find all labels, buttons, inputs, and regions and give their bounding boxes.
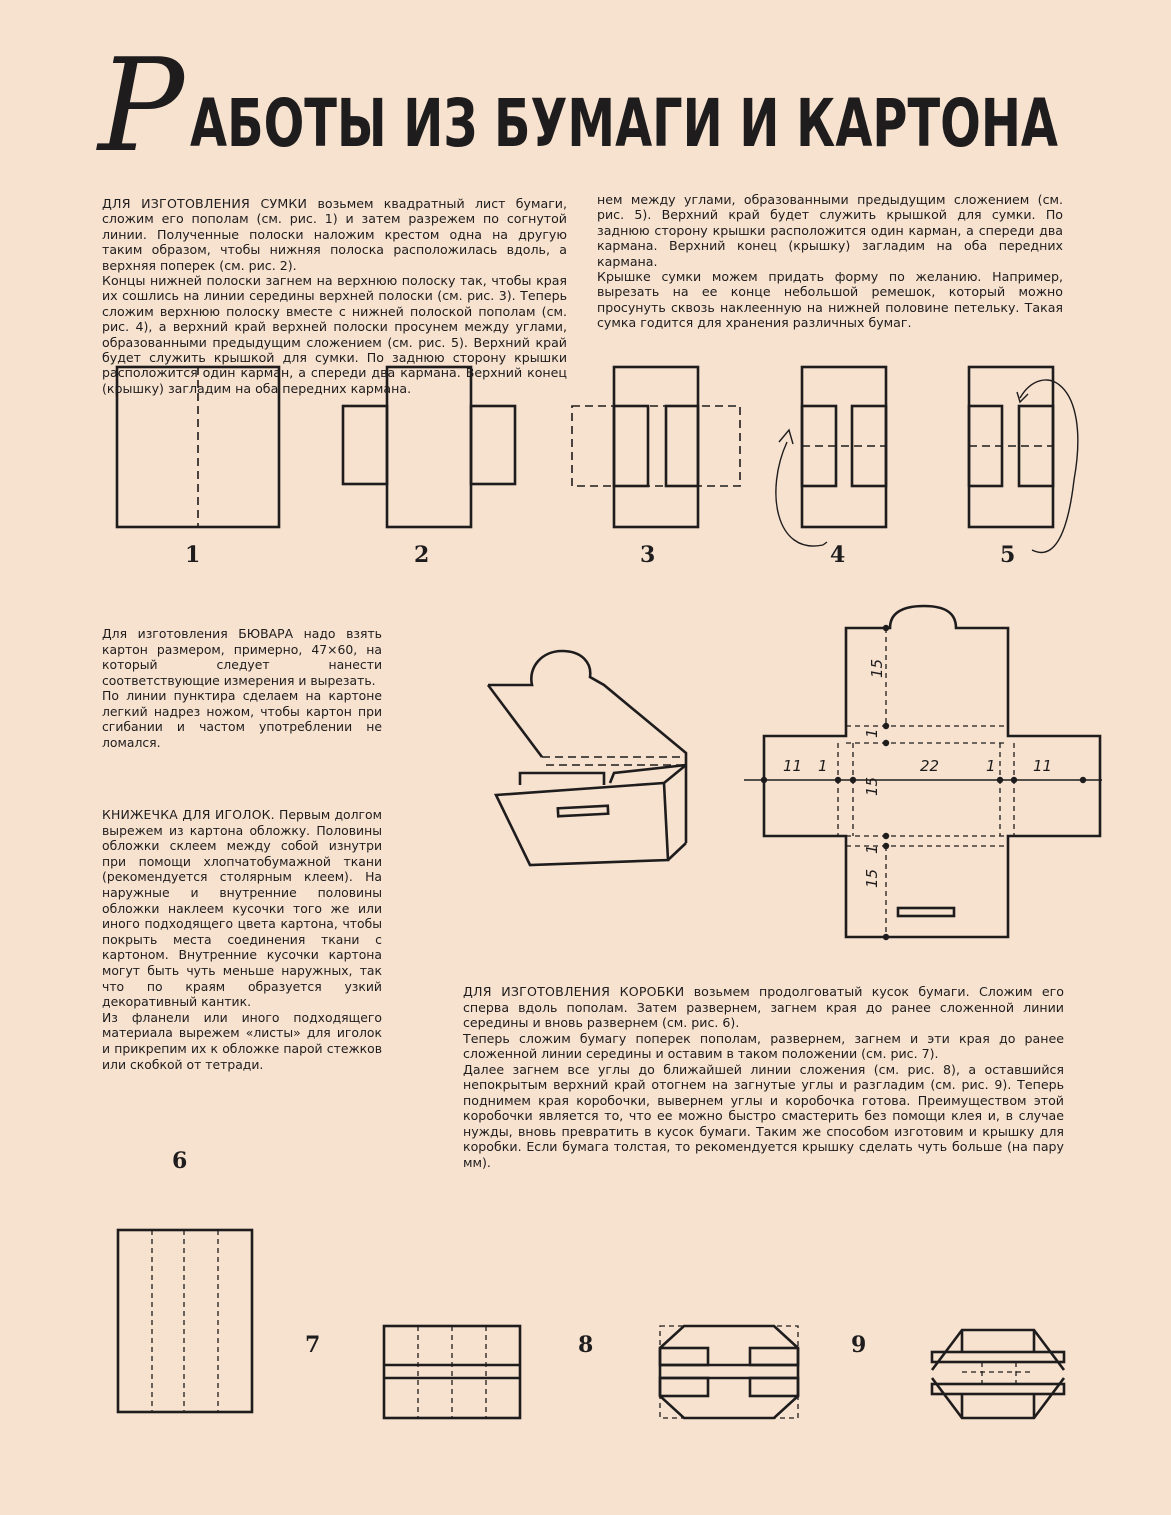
bag-para3: Крышке сумки можем придать форму по желанию. Например, вырезать на ее конце небольшой ремешок, который можно просунуть сквозь наклеенную на нижней половине петельку. Такая сумка годится для хранения различных бумаг. — [597, 269, 1063, 331]
figure-1-number: 1 — [185, 542, 201, 568]
needle-para2: Из фланели или иного подходящего материала вырежем «листы» для иголок и прикрепим их к обложке парой стежков или скобкой от тетради. — [102, 1009, 382, 1072]
bag-para2-cont: нем между углами, образованными предыдущим сложением (см. рис. 5). Верхний край будет служить крышкой для сумки. По заднюю сторону крышки расположится один карман, а спереди два кармана. Верхний конец (крышку) загладим на оба передних кармана. — [597, 192, 1063, 269]
box-lead: ДЛЯ ИЗГОТОВЛЕНИЯ КОРОБКИ — [463, 984, 685, 999]
figure-6 — [112, 1224, 262, 1419]
dim-1-left: 1 — [818, 757, 828, 775]
needle-book-text — [102, 807, 382, 1072]
dim-11-left: 11 — [783, 757, 803, 775]
dim-22: 22 — [920, 757, 940, 775]
buvar-pattern — [738, 600, 1108, 945]
figure-9-number: 9 — [851, 1332, 867, 1358]
buvar-illustration — [480, 645, 695, 870]
figure-5 — [962, 360, 1092, 565]
title-initial: Р — [98, 32, 185, 181]
bag-para1: возьмем квадратный лист бумаги, сложим его пополам (см. рис. 1) и затем разрежем по согнутой линии. Полученные полоски наложим крестом одна на другую таким образом, чтобы нижняя полоска расположилась вдоль, а верхняя поперек (см. рис. 2). — [102, 196, 567, 273]
figure-8 — [654, 1320, 804, 1430]
bag-text-col1 — [102, 196, 567, 396]
figure-3-number: 3 — [640, 542, 656, 568]
dim-1-top: 1 — [863, 728, 881, 738]
dim-15-top: 15 — [868, 658, 886, 678]
bag-text-col2 — [597, 192, 1063, 334]
dim-1-bottom: 1 — [863, 844, 881, 854]
box-para2: Теперь сложим бумагу поперек пополам, развернем, загнем и эти края до ранее сложенной линии середины и оставим в таком положении (см. рис. 7). — [463, 1030, 1064, 1061]
box-para1: возьмем продолговатый кусок бумаги. Сложим его сперва вдоль пополам. Затем развернем, загнем края до ранее сложенной линии середины и вновь развернем (см. рис. 6). — [463, 984, 1064, 1030]
bag-para2: Концы нижней полоски загнем на верхнюю полоску так, чтобы края их сошлись на линии середины верхней полоски (см. рис. 3). Теперь сложим верхнюю полоску вместе с нижней полоской пополам (см. рис. 4), а верхний край верхней полоски просунем между углами, образованными предыдущим сложением (см. рис. 5). Верхний край будет служить крышкой для сумки. По заднюю сторону крышки расположится один карман, а спереди два кармана. Верхний конец (крышку) загладим на оба передних кармана. — [102, 273, 567, 396]
buvar-para2: По линии пунктира сделаем на картоне легкий надрез ножом, чтобы картон при сгибании и частом употреблении не ломался. — [102, 688, 382, 750]
dim-1-right: 1 — [986, 757, 996, 775]
dim-11-right: 11 — [1033, 757, 1053, 775]
figure-2-number: 2 — [414, 542, 430, 568]
figure-9 — [922, 1320, 1072, 1430]
needle-para1: Первым долгом вырежем из картона обложку. Половины обложки склеем между собой изнутри при помощи хлопчатобумажной ткани (рекомендуется столярным клеем). На наружные и внутренние половины обложки наклеем кусочки того же или иного подходящего цвета картона, чтобы покрыть места соединения ткани с картоном. Внутренние кусочки картона могут быть чуть меньше наружных, так что по краям образуется узкий декоративный кантик. — [102, 807, 382, 1010]
figure-1 — [110, 360, 290, 535]
figure-6-number: 6 — [172, 1148, 188, 1174]
figure-7-number: 7 — [305, 1332, 321, 1358]
figure-2 — [336, 360, 521, 535]
page-title — [0, 0, 1171, 190]
title-text: АБОТЫ ИЗ БУМАГИ И КАРТОНА — [190, 85, 1058, 162]
figure-5-number: 5 — [1000, 542, 1016, 568]
buvar-text — [102, 626, 382, 750]
figure-3 — [566, 360, 751, 535]
dim-15-mid: 15 — [863, 776, 881, 796]
figure-8-number: 8 — [578, 1332, 594, 1358]
box-text — [463, 984, 1064, 1170]
figure-4 — [765, 360, 895, 560]
figure-4-number: 4 — [830, 542, 846, 568]
bag-lead: ДЛЯ ИЗГОТОВЛЕНИЯ СУМКИ — [102, 196, 308, 211]
figure-7 — [378, 1320, 528, 1430]
box-para3: Далее загнем все углы до ближайшей линии сложения (см. рис. 8), а оставшийся непокрытым верхний край отогнем на загнутые углы и разгладим (см. рис. 9). Теперь поднимем края коробочки, вывернем углы и коробочка готова. Преимуществом этой коробочки является то, что ее можно быстро смастерить без помощи клея и, в случае нужды, вновь превратить в кусок бумаги. Таким же способом изготовим и крышку для коробки. Если бумага толстая, то рекомендуется крышку сделать чуть больше (на пару мм). — [463, 1061, 1064, 1170]
needle-lead: КНИЖЕЧКА ДЛЯ ИГОЛОК. — [102, 807, 275, 822]
dim-15-bottom: 15 — [863, 868, 881, 888]
buvar-para1: Для изготовления БЮВАРА надо взять картон размером, примерно, 47×60, на который следует нанести соответствующие измерения и вырезать. — [102, 626, 382, 688]
